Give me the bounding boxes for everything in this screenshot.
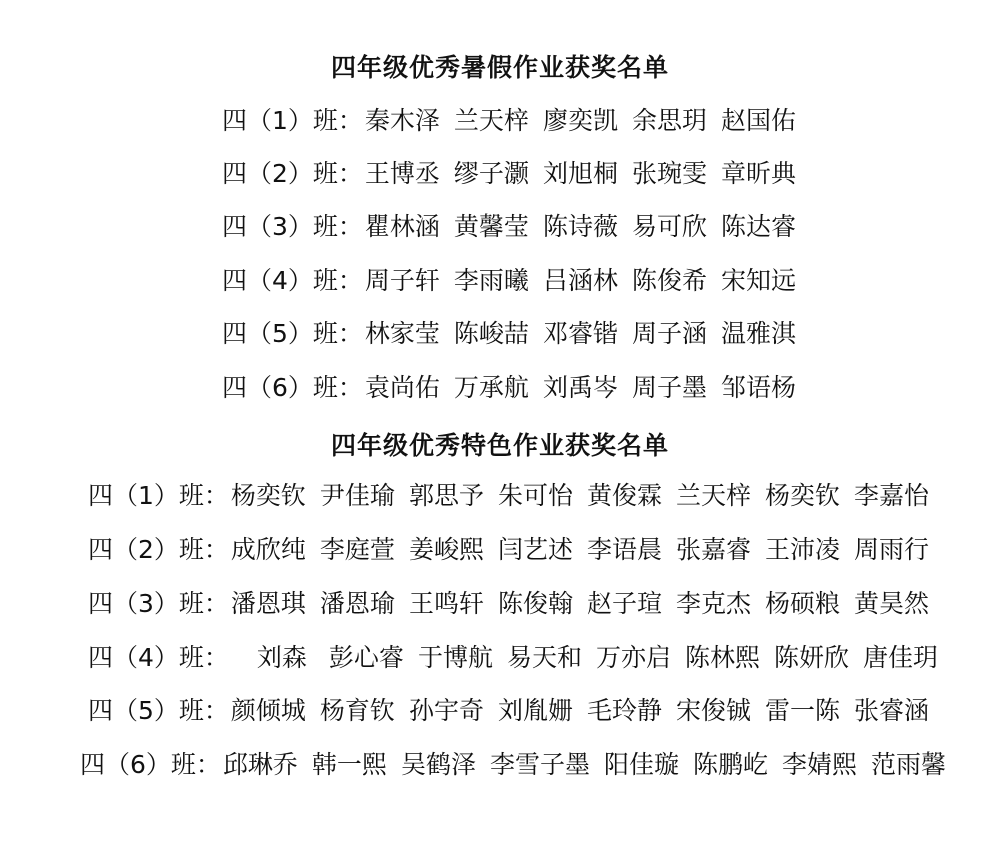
class-label: 四（2）班： [222, 159, 363, 188]
summer-award-title: 四年级优秀暑假作业获奖名单 [330, 53, 669, 82]
student-name: 秦木泽 [364, 106, 440, 135]
student-name: 陈俊希 [631, 266, 707, 295]
student-name: 陈妍欣 [774, 643, 850, 672]
student-name: 刘禹岑 [542, 373, 618, 402]
student-name: 赵子瑄 [586, 589, 662, 618]
student-name: 杨硕粮 [765, 589, 841, 618]
student-name: 刘胤姗 [497, 696, 573, 725]
student-name: 章昕典 [720, 159, 796, 188]
featured-class-row [88, 696, 929, 726]
student-name: 阳佳璇 [603, 750, 679, 779]
summer-class-row [222, 212, 796, 242]
student-name: 雷一陈 [765, 696, 841, 725]
student-name: 廖奕凯 [542, 106, 618, 135]
student-name: 李庭萱 [319, 535, 395, 564]
student-name: 王博丞 [364, 159, 440, 188]
student-name: 范雨馨 [871, 750, 947, 779]
class-label: 四（4）班： [222, 266, 363, 295]
student-name: 邹语杨 [720, 373, 796, 402]
featured-class-row [88, 535, 929, 565]
student-name: 陈诗薇 [542, 212, 618, 241]
class-label: 四（3）班： [222, 212, 363, 241]
summer-class-row [222, 159, 796, 189]
student-name: 杨奕钦 [230, 481, 306, 510]
student-name: 李雪子墨 [489, 750, 590, 779]
featured-class-row [88, 643, 938, 673]
student-name: 张琬雯 [631, 159, 707, 188]
student-name: 林家莹 [364, 319, 440, 348]
summer-class-row [222, 373, 796, 403]
student-name: 周子墨 [631, 373, 707, 402]
class-label: 四（6）班： [222, 373, 363, 402]
student-name: 黄昊然 [854, 589, 930, 618]
student-name: 刘旭桐 [542, 159, 618, 188]
student-name: 杨奕钦 [765, 481, 841, 510]
student-name: 姜峻熙 [408, 535, 484, 564]
student-name: 潘恩瑜 [319, 589, 395, 618]
class-label: 四（1）班： [222, 106, 363, 135]
student-name: 李婧熙 [782, 750, 858, 779]
student-name: 兰天梓 [453, 106, 529, 135]
student-name: 颜倾城 [230, 696, 306, 725]
student-name: 易天和 [506, 643, 582, 672]
student-name: 潘恩琪 [230, 589, 306, 618]
student-name: 温雅淇 [720, 319, 796, 348]
student-name: 周雨行 [854, 535, 930, 564]
class-label: 四（5）班： [222, 319, 363, 348]
student-name: 宋知远 [720, 266, 796, 295]
student-name: 李语晨 [586, 535, 662, 564]
student-name: 吴鹤泽 [400, 750, 476, 779]
student-name: 宋俊铖 [675, 696, 751, 725]
summer-class-row [222, 106, 796, 136]
student-name: 彭心睿 [328, 643, 404, 672]
student-name: 邱琳乔 [222, 750, 298, 779]
featured-class-row [88, 481, 929, 511]
student-name: 万亦启 [595, 643, 671, 672]
student-name: 易可欣 [631, 212, 707, 241]
student-name: 张嘉睿 [675, 535, 751, 564]
student-name: 万承航 [453, 373, 529, 402]
featured-award-title: 四年级优秀特色作业获奖名单 [330, 431, 669, 460]
class-label: 四（6）班： [80, 750, 221, 779]
student-name: 韩一熙 [311, 750, 387, 779]
student-name: 王鸣轩 [408, 589, 484, 618]
student-name: 陈俊翰 [497, 589, 573, 618]
student-name: 陈鹏屹 [692, 750, 768, 779]
student-name: 袁尚佑 [364, 373, 440, 402]
student-name: 陈峻喆 [453, 319, 529, 348]
summer-class-row [222, 319, 796, 349]
student-name: 尹佳瑜 [319, 481, 395, 510]
student-name: 李克杰 [675, 589, 751, 618]
student-name: 邓睿锴 [542, 319, 618, 348]
summer-class-row [222, 266, 796, 296]
student-name: 李雨曦 [453, 266, 529, 295]
student-name: 毛玲静 [586, 696, 662, 725]
student-name: 瞿林涵 [364, 212, 440, 241]
student-name: 唐佳玥 [863, 643, 939, 672]
student-name: 闫艺述 [497, 535, 573, 564]
student-name: 兰天梓 [675, 481, 751, 510]
class-label: 四（3）班： [88, 589, 229, 618]
student-name: 杨育钦 [319, 696, 395, 725]
student-name: 郭思予 [408, 481, 484, 510]
student-name: 周子涵 [631, 319, 707, 348]
student-name: 余思玥 [631, 106, 707, 135]
student-name: 黄馨莹 [453, 212, 529, 241]
student-name: 缪子灏 [453, 159, 529, 188]
class-label: 四（5）班： [88, 696, 229, 725]
featured-class-row [88, 589, 929, 619]
student-name: 张睿涵 [854, 696, 930, 725]
student-name: 陈林熙 [684, 643, 760, 672]
student-name: 成欣纯 [230, 535, 306, 564]
student-name: 李嘉怡 [854, 481, 930, 510]
student-name: 刘森 [256, 643, 307, 672]
featured-class-row [80, 750, 946, 780]
student-name: 王沛凌 [765, 535, 841, 564]
student-name: 于博航 [417, 643, 493, 672]
student-name: 孙宇奇 [408, 696, 484, 725]
student-name: 黄俊霖 [586, 481, 662, 510]
class-label: 四（2）班： [88, 535, 229, 564]
class-label: 四（1）班： [88, 481, 229, 510]
student-name: 吕涵林 [542, 266, 618, 295]
class-label: 四（4）班： [88, 643, 229, 672]
student-name: 陈达睿 [720, 212, 796, 241]
student-name: 朱可怡 [497, 481, 573, 510]
student-name: 赵国佑 [720, 106, 796, 135]
student-name: 周子轩 [364, 266, 440, 295]
